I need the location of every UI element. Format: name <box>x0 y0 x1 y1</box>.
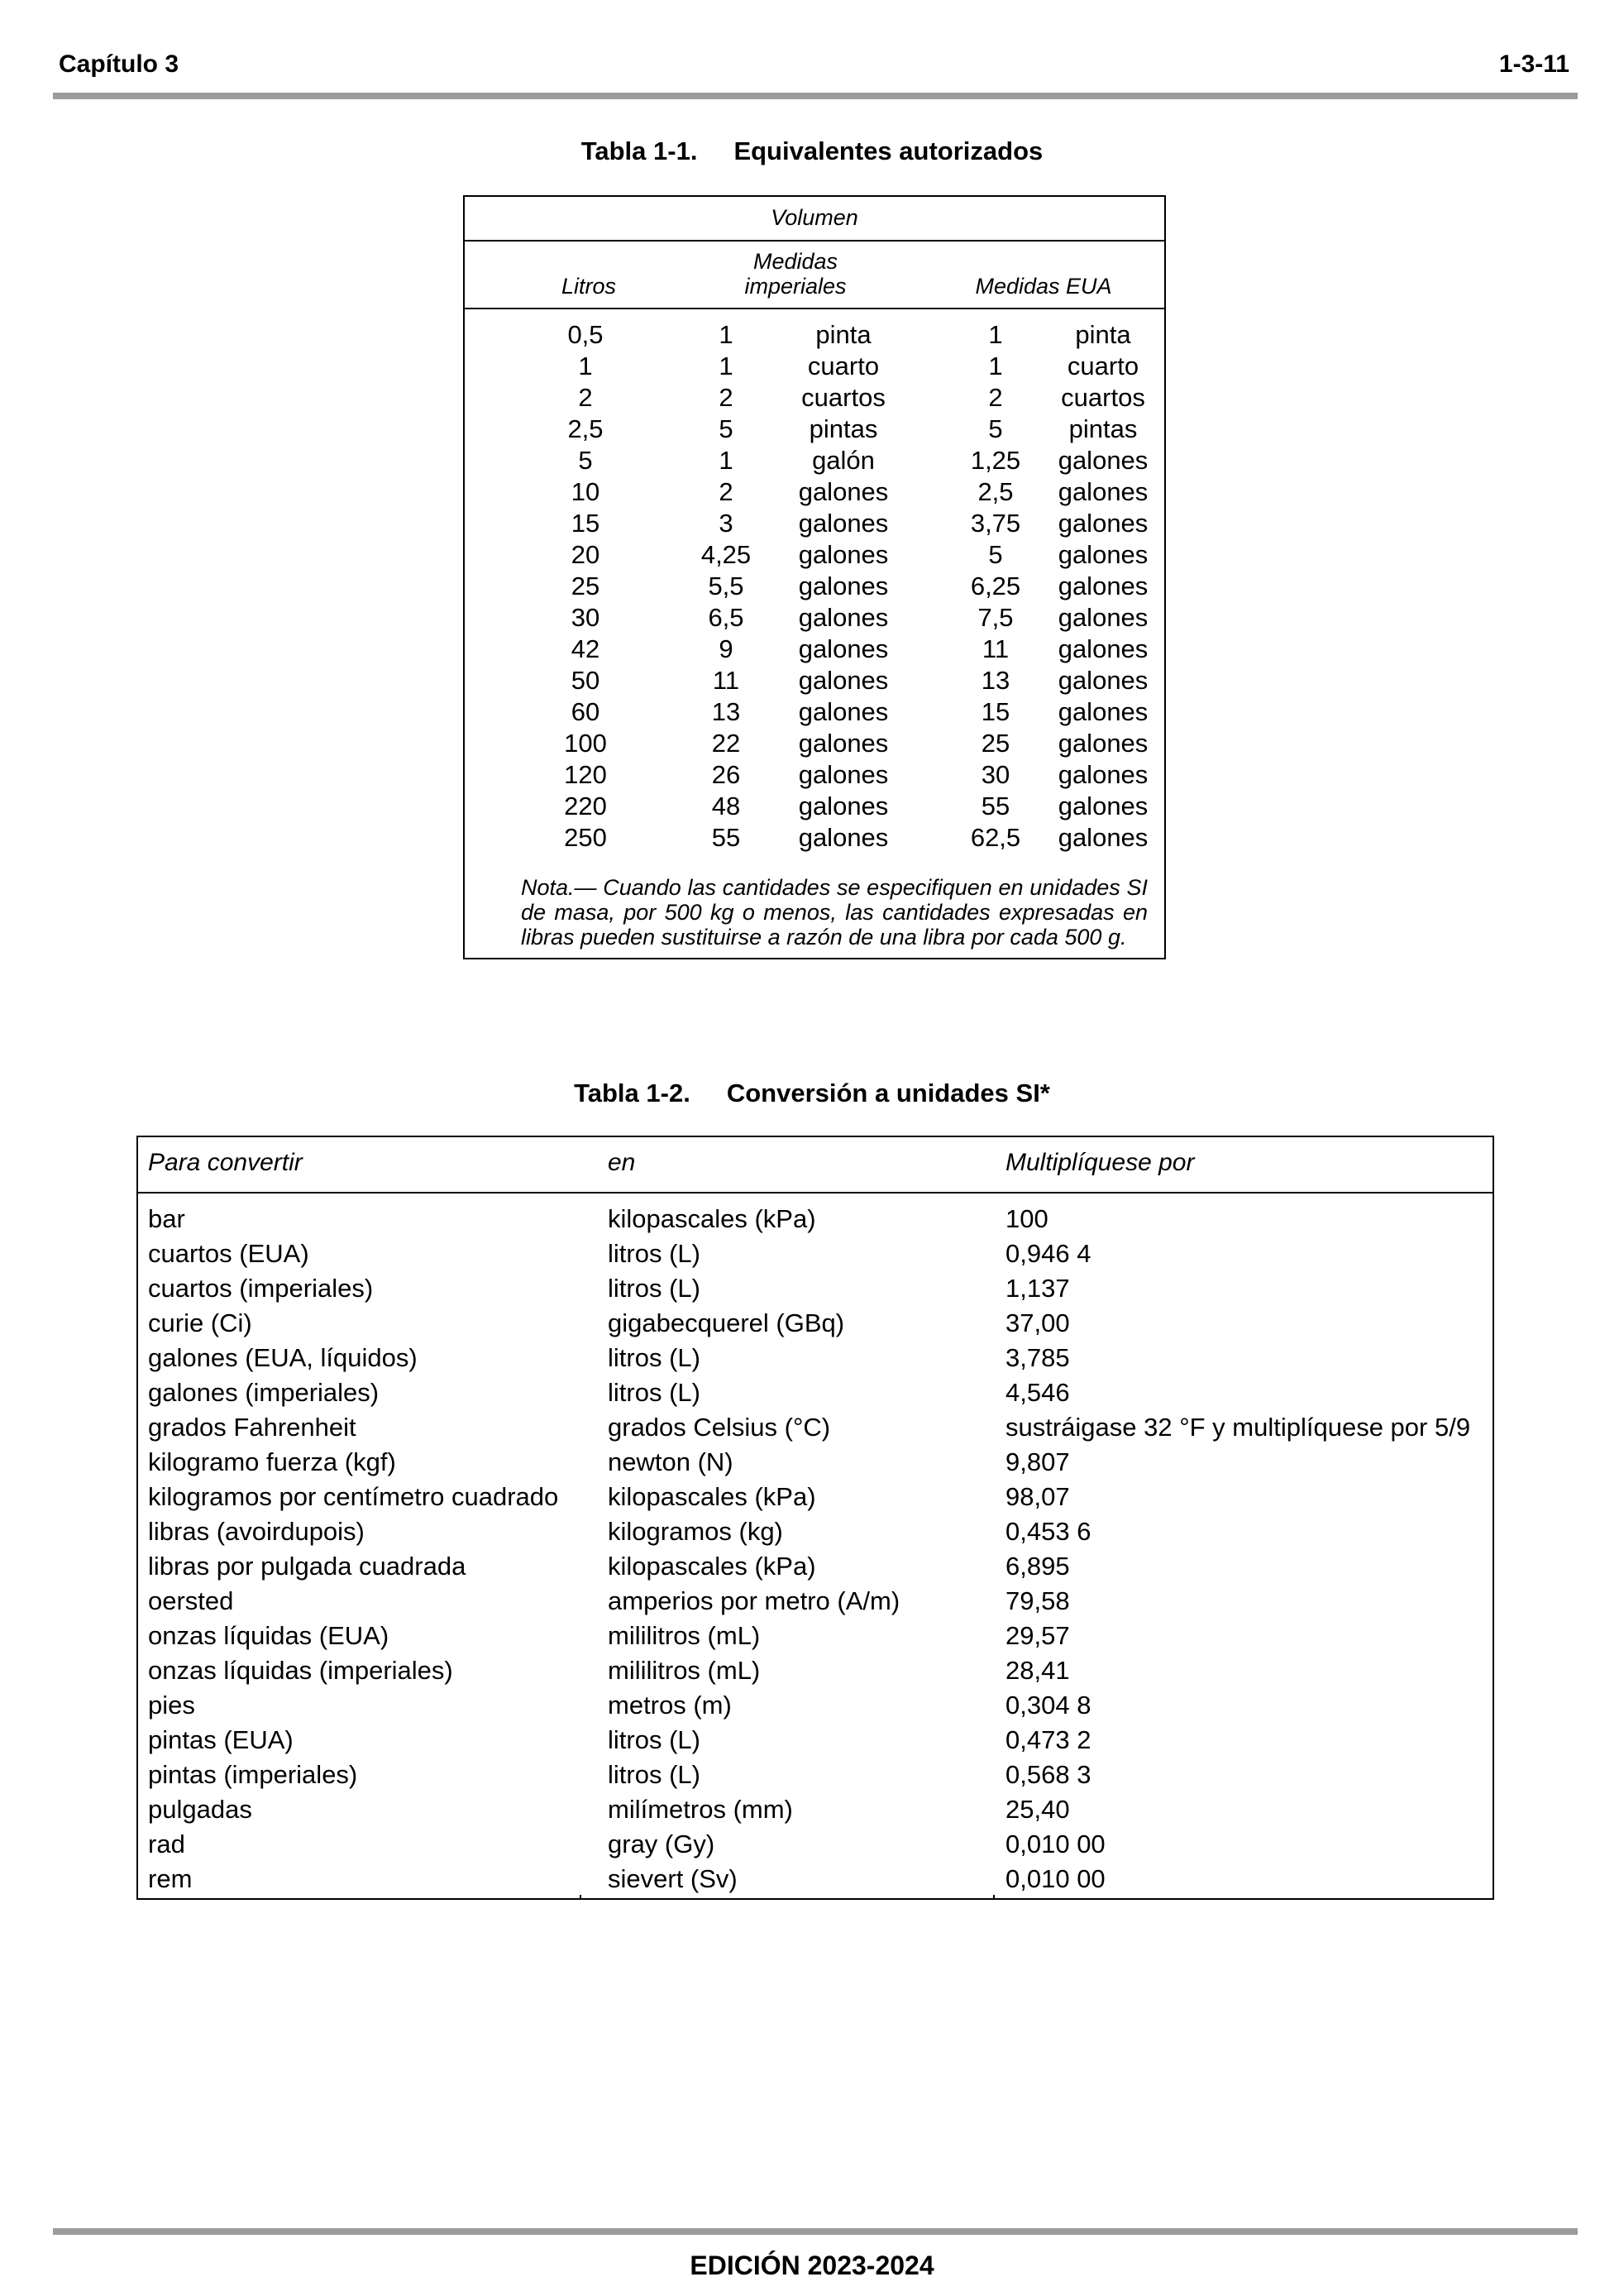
cell-to: litros (L) <box>608 1725 700 1754</box>
table2-row <box>138 1792 1493 1827</box>
cell-imperial-unit: galones <box>798 760 889 789</box>
cell-us-unit: cuarto <box>1067 352 1139 380</box>
table1-note <box>483 875 1148 949</box>
table1-caption-title: Equivalentes autorizados <box>733 136 1044 165</box>
page-number: 1-3-11 <box>1498 50 1569 78</box>
cell-imperial-unit: pintas <box>809 414 878 443</box>
cell-from: galones (imperiales) <box>148 1378 380 1407</box>
cell-us-qty: 62,5 <box>970 823 1021 852</box>
cell-us-unit: pintas <box>1068 414 1138 443</box>
cell-imperial-qty: 11 <box>712 666 740 695</box>
table2-caption-title: Conversión a unidades SI* <box>726 1079 1050 1107</box>
cell-factor: 0,946 4 <box>1005 1239 1091 1268</box>
table1-col-imperial-line1: Medidas <box>752 249 838 274</box>
cell-from: pies <box>148 1691 195 1720</box>
table2-row <box>138 1514 1493 1549</box>
table2-row <box>138 1584 1493 1619</box>
cell-litros: 0,5 <box>567 320 604 349</box>
table2-column-tick <box>580 1895 581 1900</box>
cell-factor: 0,010 00 <box>1005 1864 1106 1893</box>
cell-to: kilopascales (kPa) <box>608 1482 816 1511</box>
table2-row <box>138 1341 1493 1375</box>
cell-from: grados Fahrenheit <box>148 1413 356 1442</box>
cell-us-unit: galones <box>1058 697 1149 726</box>
cell-factor: 0,010 00 <box>1005 1830 1106 1858</box>
cell-factor: 4,546 <box>1005 1378 1070 1407</box>
cell-imperial-unit: galones <box>798 572 889 600</box>
cell-imperial-unit: galones <box>798 603 889 632</box>
cell-from: cuartos (imperiales) <box>148 1274 374 1303</box>
table2 <box>136 1136 1494 1900</box>
table2-row <box>138 1723 1493 1758</box>
cell-factor: 28,41 <box>1005 1656 1070 1685</box>
table1-row <box>465 602 1164 634</box>
table1-row <box>465 382 1164 414</box>
cell-factor: 98,07 <box>1005 1482 1070 1511</box>
cell-from: rem <box>148 1864 193 1893</box>
cell-imperial-unit: galones <box>798 823 889 852</box>
cell-us-unit: galones <box>1058 603 1149 632</box>
cell-factor: sustráigase 32 °F y multiplíquese por 5/9 <box>1005 1413 1471 1442</box>
table2-row <box>138 1271 1493 1306</box>
table2-body <box>138 1202 1493 1897</box>
table1-col-litros: Litros <box>561 274 617 299</box>
cell-to: amperios por metro (A/m) <box>608 1586 900 1615</box>
table2-row <box>138 1306 1493 1341</box>
table2-column-tick <box>993 1895 995 1900</box>
cell-litros: 120 <box>564 760 607 789</box>
cell-imperial-qty: 55 <box>711 823 741 852</box>
cell-litros: 25 <box>571 572 600 600</box>
cell-to: mililitros (mL) <box>608 1621 761 1650</box>
table2-row <box>138 1862 1493 1897</box>
cell-to: grados Celsius (°C) <box>608 1413 831 1442</box>
cell-to: litros (L) <box>608 1274 700 1303</box>
cell-us-qty: 2,5 <box>977 477 1014 506</box>
cell-from: galones (EUA, líquidos) <box>148 1343 418 1372</box>
cell-us-qty: 6,25 <box>970 572 1021 600</box>
cell-us-qty: 5 <box>988 414 1003 443</box>
cell-to: gray (Gy) <box>608 1830 715 1858</box>
cell-imperial-qty: 1 <box>719 352 733 380</box>
table1-col-imperial <box>713 249 878 299</box>
cell-to: litros (L) <box>608 1343 700 1372</box>
cell-imperial-qty: 2 <box>719 477 733 506</box>
cell-us-unit: galones <box>1058 729 1149 758</box>
cell-from: cuartos (EUA) <box>148 1239 309 1268</box>
cell-from: oersted <box>148 1586 234 1615</box>
cell-imperial-qty: 13 <box>711 697 741 726</box>
cell-litros: 5 <box>578 446 593 475</box>
cell-imperial-qty: 9 <box>719 634 733 663</box>
table1-row <box>465 571 1164 602</box>
table1-row <box>465 508 1164 539</box>
cell-from: kilogramos por centímetro cuadrado <box>148 1482 559 1511</box>
cell-factor: 29,57 <box>1005 1621 1070 1650</box>
cell-litros: 60 <box>571 697 600 726</box>
cell-from: kilogramo fuerza (kgf) <box>148 1447 396 1476</box>
cell-imperial-unit: cuartos <box>801 383 886 412</box>
cell-factor: 0,453 6 <box>1005 1517 1091 1546</box>
cell-us-qty: 55 <box>981 792 1010 820</box>
cell-litros: 50 <box>571 666 600 695</box>
cell-to: kilogramos (kg) <box>608 1517 783 1546</box>
table1-row <box>465 791 1164 822</box>
cell-factor: 0,568 3 <box>1005 1760 1091 1789</box>
table1-group-heading: Volumen <box>771 205 858 230</box>
table2-row <box>138 1688 1493 1723</box>
cell-litros: 15 <box>571 509 600 538</box>
table2-caption <box>0 1079 1624 1108</box>
table2-row <box>138 1410 1493 1445</box>
cell-factor: 25,40 <box>1005 1795 1070 1824</box>
table2-row <box>138 1202 1493 1236</box>
cell-imperial-unit: galones <box>798 509 889 538</box>
cell-us-unit: galones <box>1058 760 1149 789</box>
edition-footer: EDICIÓN 2023-2024 <box>690 2251 934 2280</box>
cell-litros: 42 <box>571 634 600 663</box>
table1-caption-number: Tabla 1-1. <box>580 136 698 165</box>
table2-caption-number: Tabla 1-2. <box>574 1079 690 1107</box>
cell-from: pulgadas <box>148 1795 252 1824</box>
table1-row <box>465 665 1164 696</box>
cell-from: rad <box>148 1830 185 1858</box>
cell-from: libras (avoirdupois) <box>148 1517 365 1546</box>
cell-factor: 6,895 <box>1005 1552 1070 1581</box>
table2-row <box>138 1480 1493 1514</box>
chapter-label: Capítulo 3 <box>59 50 179 78</box>
cell-to: newton (N) <box>608 1447 733 1476</box>
table1-caption <box>0 136 1624 166</box>
cell-imperial-unit: galón <box>812 446 875 475</box>
table1-col-us: Medidas EUA <box>975 274 1112 299</box>
cell-us-qty: 1 <box>988 320 1003 349</box>
table2-divider <box>138 1192 1493 1193</box>
cell-us-unit: galones <box>1058 823 1149 852</box>
cell-imperial-qty: 1 <box>719 320 733 349</box>
cell-factor: 37,00 <box>1005 1308 1070 1337</box>
cell-litros: 1 <box>578 352 593 380</box>
cell-imperial-qty: 2 <box>719 383 733 412</box>
cell-factor: 100 <box>1005 1204 1048 1233</box>
table2-row <box>138 1236 1493 1271</box>
cell-from: pintas (imperiales) <box>148 1760 358 1789</box>
cell-to: litros (L) <box>608 1760 700 1789</box>
cell-imperial-qty: 4,25 <box>700 540 752 569</box>
cell-imperial-unit: galones <box>798 634 889 663</box>
cell-litros: 100 <box>564 729 607 758</box>
table1-divider <box>465 308 1164 309</box>
table2-row <box>138 1445 1493 1480</box>
table1-divider <box>465 240 1164 242</box>
cell-us-unit: galones <box>1058 477 1149 506</box>
table1-note-text: Nota.— Cuando las cantidades se especifiquen en unidades SI de masa, por 500 kg o menos, las cantidades expresadas en libras pueden sustituirse a razón de una libra por cada 500 g. <box>521 875 1148 949</box>
cell-factor: 79,58 <box>1005 1586 1070 1615</box>
cell-us-unit: galones <box>1058 634 1149 663</box>
cell-factor: 3,785 <box>1005 1343 1070 1372</box>
cell-imperial-unit: pinta <box>815 320 872 349</box>
cell-imperial-unit: galones <box>798 729 889 758</box>
cell-us-qty: 11 <box>982 634 1010 663</box>
cell-imperial-unit: galones <box>798 666 889 695</box>
table2-row <box>138 1375 1493 1410</box>
table1-row <box>465 728 1164 759</box>
cell-factor: 0,304 8 <box>1005 1691 1091 1720</box>
cell-imperial-qty: 26 <box>711 760 741 789</box>
table1-row <box>465 351 1164 382</box>
cell-us-qty: 1 <box>988 352 1003 380</box>
cell-us-unit: galones <box>1058 572 1149 600</box>
table1-row <box>465 696 1164 728</box>
cell-to: milímetros (mm) <box>608 1795 793 1824</box>
cell-us-unit: cuartos <box>1061 383 1145 412</box>
cell-imperial-qty: 5 <box>719 414 733 443</box>
table1-body <box>465 319 1164 854</box>
cell-us-qty: 15 <box>981 697 1010 726</box>
cell-litros: 20 <box>571 540 600 569</box>
cell-factor: 9,807 <box>1005 1447 1070 1476</box>
cell-us-qty: 25 <box>981 729 1010 758</box>
cell-from: pintas (EUA) <box>148 1725 294 1754</box>
cell-from: libras por pulgada cuadrada <box>148 1552 466 1581</box>
cell-litros: 250 <box>564 823 607 852</box>
cell-factor: 0,473 2 <box>1005 1725 1091 1754</box>
table1-col-imperial-line2: imperiales <box>744 274 847 299</box>
cell-to: sievert (Sv) <box>608 1864 738 1893</box>
cell-to: gigabecquerel (GBq) <box>608 1308 845 1337</box>
cell-us-unit: galones <box>1058 446 1149 475</box>
cell-imperial-qty: 22 <box>711 729 741 758</box>
table2-col-to: en <box>608 1149 636 1176</box>
cell-from: bar <box>148 1204 185 1233</box>
table1-row <box>465 634 1164 665</box>
cell-factor: 1,137 <box>1005 1274 1070 1303</box>
table1-row <box>465 539 1164 571</box>
table1-row <box>465 476 1164 508</box>
cell-imperial-unit: galones <box>798 540 889 569</box>
cell-us-unit: galones <box>1058 792 1149 820</box>
table2-row <box>138 1827 1493 1862</box>
cell-us-qty: 2 <box>988 383 1003 412</box>
cell-from: onzas líquidas (EUA) <box>148 1621 389 1650</box>
table2-col-factor: Multiplíquese por <box>1005 1149 1195 1176</box>
cell-imperial-qty: 5,5 <box>708 572 744 600</box>
cell-us-unit: pinta <box>1075 320 1131 349</box>
cell-imperial-qty: 6,5 <box>708 603 744 632</box>
cell-imperial-unit: galones <box>798 477 889 506</box>
table1-row <box>465 445 1164 476</box>
table1-row <box>465 319 1164 351</box>
cell-from: curie (Ci) <box>148 1308 252 1337</box>
cell-to: kilopascales (kPa) <box>608 1204 816 1233</box>
table1-row <box>465 414 1164 445</box>
cell-litros: 220 <box>564 792 607 820</box>
table2-row <box>138 1653 1493 1688</box>
cell-us-qty: 30 <box>981 760 1010 789</box>
cell-litros: 10 <box>571 477 600 506</box>
cell-imperial-unit: cuarto <box>807 352 880 380</box>
cell-us-qty: 1,25 <box>970 446 1021 475</box>
table1-row <box>465 759 1164 791</box>
footer-rule <box>53 2228 1578 2235</box>
cell-imperial-unit: galones <box>798 792 889 820</box>
cell-us-qty: 5 <box>988 540 1003 569</box>
cell-to: metros (m) <box>608 1691 732 1720</box>
table1-row <box>465 822 1164 854</box>
cell-litros: 30 <box>571 603 600 632</box>
cell-litros: 2,5 <box>567 414 604 443</box>
table2-col-from: Para convertir <box>148 1149 303 1176</box>
cell-litros: 2 <box>578 383 593 412</box>
cell-to: litros (L) <box>608 1239 700 1268</box>
cell-imperial-unit: galones <box>798 697 889 726</box>
table2-row <box>138 1619 1493 1653</box>
table1 <box>463 195 1166 959</box>
cell-imperial-qty: 48 <box>711 792 741 820</box>
cell-to: mililitros (mL) <box>608 1656 761 1685</box>
cell-us-unit: galones <box>1058 540 1149 569</box>
cell-us-unit: galones <box>1058 509 1149 538</box>
cell-to: kilopascales (kPa) <box>608 1552 816 1581</box>
cell-imperial-qty: 3 <box>719 509 733 538</box>
cell-us-qty: 13 <box>981 666 1010 695</box>
cell-from: onzas líquidas (imperiales) <box>148 1656 453 1685</box>
table2-row <box>138 1549 1493 1584</box>
cell-us-qty: 7,5 <box>977 603 1014 632</box>
table2-row <box>138 1758 1493 1792</box>
cell-to: litros (L) <box>608 1378 700 1407</box>
cell-us-qty: 3,75 <box>970 509 1021 538</box>
header-rule <box>53 93 1578 99</box>
cell-imperial-qty: 1 <box>719 446 733 475</box>
cell-us-unit: galones <box>1058 666 1149 695</box>
